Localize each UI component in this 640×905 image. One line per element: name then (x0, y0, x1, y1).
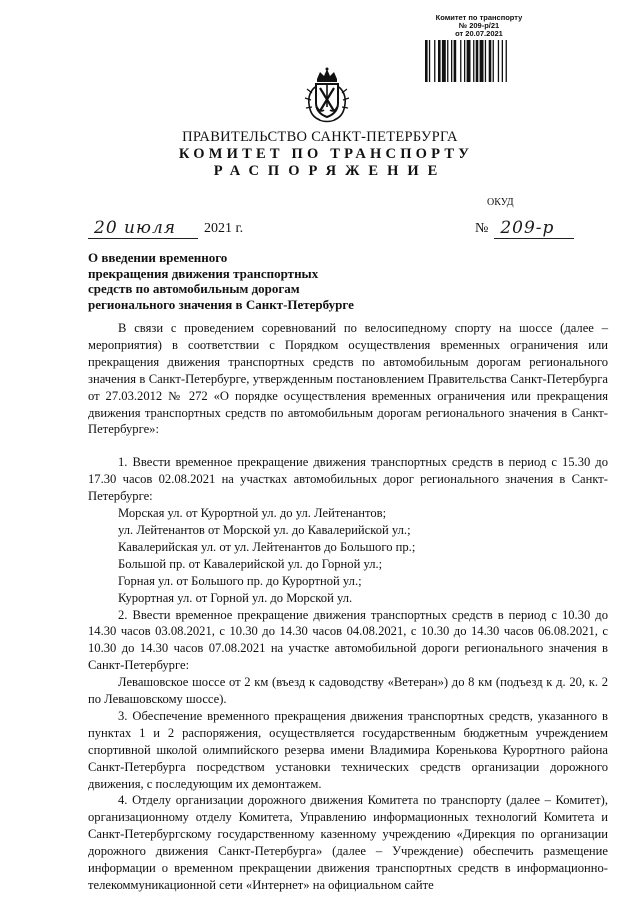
stamp-reg-number: № 209-р/21 (458, 21, 500, 30)
number-sign: № (475, 221, 489, 236)
road-section-item: Курортная ул. от Горной ул. до Морской ул. (118, 590, 353, 605)
document-number (475, 218, 574, 239)
point-4-paragraph: 4. Отделу организации дорожного движения Комитета по транспорту (далее – Комитет), организационному отделу Комитета, Управлению информационных технологий Комитета и Санкт-Петербургскому государственному казенному учреждению «Дирекция по организации дорожного движения Санкт-Петербурга» (далее – Учреждение) обеспечить размещение информации о временном прекращении движения транспортных средств в информационно-телекоммуникационной сети «Интернет» на официальном сайте (88, 793, 608, 892)
road-section-item: Горная ул. от Большого пр. до Курортной ул.; (118, 573, 362, 588)
subject-line: О введении временного (88, 250, 228, 265)
coat-of-arms-icon (303, 67, 351, 123)
registration-stamp (418, 14, 540, 82)
subject-line: средств по автомобильным дорогам (88, 281, 300, 297)
road-section-item: Морская ул. от Курортной ул. до ул. Лейтенантов; (118, 506, 387, 521)
government-title: ПРАВИТЕЛЬСТВО САНКТ-ПЕТЕРБУРГА (182, 129, 458, 145)
road-section-item: ул. Лейтенантов от Морской ул. до Кавалерийской ул.; (118, 522, 411, 537)
preamble-paragraph: В связи с проведением соревнований по велосипедному спорту на шоссе (далее – мероприятия) в соответствии с Порядком осуществления временных ограничения или прекращения движения транспортных средств по автомобильным дорогам регионального значения в Санкт-Петербурге, утвержденным постановлением Правительства Санкт-Петербурга от 27.03.2012 № 272 «О порядке осуществления временных ограничения или прекращения движения транспортных средств по автомобильным дорогам регионального значения в Санкт-Петербурге»: (88, 321, 608, 437)
document-subject (88, 250, 388, 312)
point-2-road-section: Левашовское шоссе от 2 км (въезд к садоводству «Ветеран») до 8 км (подъезд к д. 20, к. 2 по Левашовскому шоссе). (88, 675, 608, 707)
document-body (88, 320, 608, 894)
document-type-title: РАСПОРЯЖЕНИЕ (213, 163, 447, 179)
date-year: 2021 г. (204, 221, 244, 236)
subject-line: регионального значения в Санкт-Петербурге (88, 296, 354, 312)
subject-line: прекращения движения транспортных (88, 265, 319, 281)
committee-title: КОМИТЕТ ПО ТРАНСПОРТУ (178, 146, 474, 162)
handwritten-date: 20 июля (88, 218, 198, 239)
stamp-reg-date: от 20.07.2021 (455, 29, 503, 38)
road-section-item: Большой пр. от Кавалерийской ул. до Горной ул.; (118, 556, 383, 571)
okud-label: ОКУД (487, 197, 514, 208)
document-date (88, 218, 243, 239)
point-1-paragraph: 1. Ввести временное прекращение движения транспортных средств в период с 15.30 до 17.30 часов 02.08.2021 на участках автомобильных дорог регионального значения в Санкт-Петербурге: (88, 455, 608, 504)
stamp-registrar: Комитет по транспорту (435, 13, 523, 22)
handwritten-number: 209-р (494, 218, 574, 239)
point-2-paragraph: 2. Ввести временное прекращение движения транспортных средств в период с 10.30 до 14.30 часов 03.08.2021, с 10.30 до 14.30 часов 04.08.2021, с 10.30 до 14.30 часов 06.08.2021, с 10.30 до 14.30 часов 07.08.2021 на участке автомобильной дороги регионального значения в Санкт-Петербурге: (88, 607, 608, 673)
barcode-icon (425, 40, 533, 82)
road-section-item: Кавалерийская ул. от ул. Лейтенантов до Большого пр.; (118, 539, 416, 554)
point-3-paragraph: 3. Обеспечение временного прекращения движения транспортных средств, указанного в пунктах 1 и 2 распоряжения, осуществляется государственным бюджетным учреждением спортивной школой олимпийского резерва имени Владимира Коренькова Курортного района Санкт-Петербурга посредством установки технических средств организации дорожного движения, с последующим их демонтажем. (88, 708, 608, 791)
